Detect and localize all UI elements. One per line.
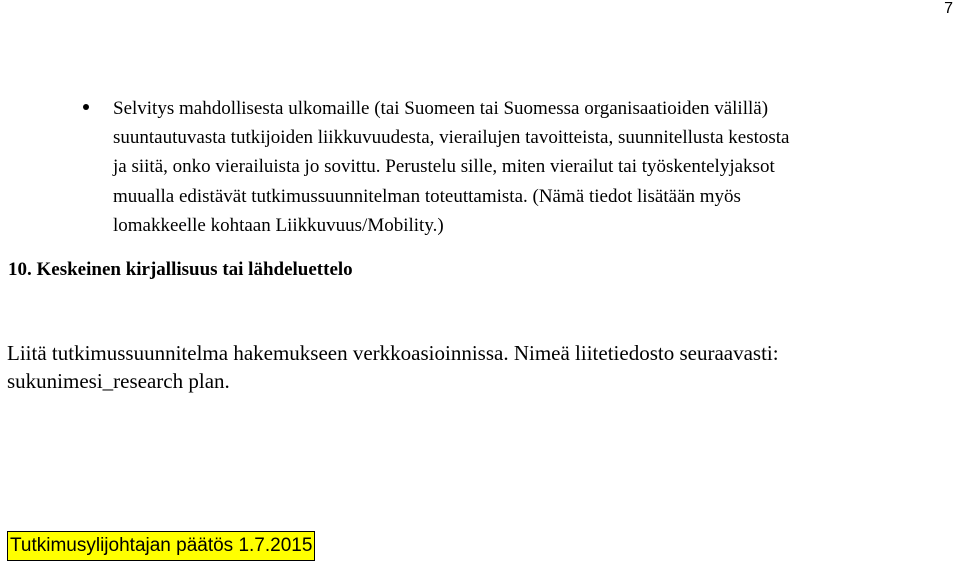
- bullet-line: muualla edistävät tutkimussuunnitelman toteuttamista. (Nämä tiedot lisätään myös: [113, 185, 741, 207]
- page-number: 7: [944, 0, 953, 17]
- bullet-line: ja siitä, onko vierailuista jo sovittu. Perustelu sille, miten vierailut tai työskentelyjaksot: [113, 156, 775, 178]
- decision-note: Tutkimusylijohtajan päätös 1.7.2015: [7, 531, 315, 561]
- section-heading: 10. Keskeinen kirjallisuus tai lähdeluettelo: [8, 259, 353, 280]
- bullet-list-item: [83, 94, 943, 240]
- paragraph-line: Liitä tutkimussuunnitelma hakemukseen verkkoasioinnissa. Nimeä liitetiedosto seuraavasti:: [7, 341, 779, 365]
- bullet-text: [113, 94, 943, 240]
- paragraph-line: sukunimesi_research plan.: [7, 369, 230, 393]
- instruction-paragraph: [7, 339, 779, 395]
- bullet-dot-icon: [83, 104, 89, 110]
- bullet-line: suuntautuvasta tutkijoiden liikkuvuudesta, vierailujen tavoitteista, suunnitellusta kestosta: [113, 127, 790, 149]
- bullet-line: lomakkeelle kohtaan Liikkuvuus/Mobility.): [113, 214, 444, 236]
- bullet-line: Selvitys mahdollisesta ulkomaille (tai Suomeen tai Suomessa organisaatioiden välillä): [113, 98, 769, 119]
